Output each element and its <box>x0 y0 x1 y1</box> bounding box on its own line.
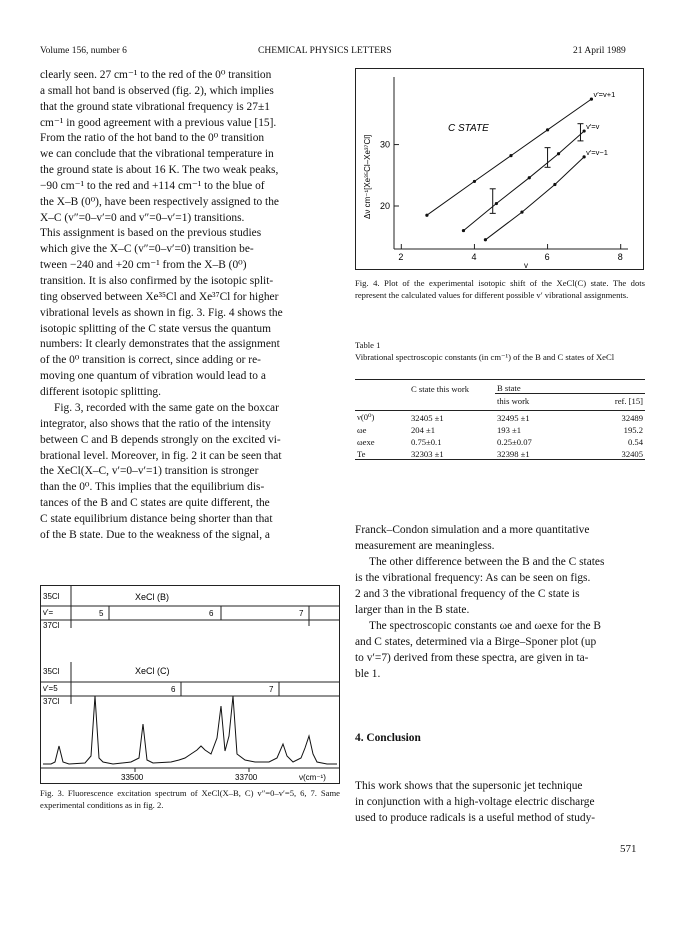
text-line: Fig. 3, recorded with the same gate on the boxcar <box>54 402 279 414</box>
table-row <box>355 447 645 460</box>
fig3-iso35-bot: 35Cl <box>43 667 60 676</box>
right-paragraph-3 <box>355 619 645 682</box>
fig4-series-dot <box>473 180 476 183</box>
text-line: The other difference between the B and the C states <box>369 556 605 568</box>
text-line: −90 cm⁻¹ to the red and +114 cm⁻¹ to the blue of <box>40 179 265 192</box>
fig4-y-tick-label: 30 <box>380 139 391 150</box>
text-line: integrator, also shows that the ratio of the intensity <box>40 417 271 430</box>
table-cell: 193 ±1 <box>497 425 522 435</box>
fig4-xlabel: v <box>524 261 528 269</box>
left-paragraph-1 <box>40 68 340 401</box>
table-caption: Vibrational spectroscopic constants (in cm⁻¹) of the B and C states of XeCl <box>355 352 615 362</box>
text-line: measurement are meaningless. <box>355 539 495 552</box>
table-cell: 32303 ±1 <box>409 447 495 460</box>
fig3-b-panel <box>41 586 339 630</box>
table-cell: 32398 ±1 <box>495 447 577 460</box>
text-line: that the ground state vibrational frequency is 27±1 <box>40 100 270 113</box>
fig3-b-level-5: 5 <box>99 609 104 618</box>
text-line: X–C (v″=0–v′=0 and v″=0–v′=1) transitions. <box>40 211 245 224</box>
conclusion-paragraph <box>355 779 645 827</box>
fig3-spectrum <box>41 586 339 783</box>
table-row <box>355 411 645 424</box>
table-cell: 204 ±1 <box>411 425 436 435</box>
text-line: The spectroscopic constants ωe and ωexe for the B <box>369 620 601 632</box>
text-line: we can conclude that the vibrational temperature in <box>40 148 274 161</box>
fig3-vp-top: v'= <box>43 608 54 617</box>
fig4-series-line <box>427 99 592 215</box>
fig4-series-dot <box>546 128 549 131</box>
fig4-y-tick-label: 20 <box>380 201 391 211</box>
table-cell: 195.2 <box>623 425 643 435</box>
table-1 <box>355 381 645 460</box>
text-line: which give the X–C (v″=0–v′=0) transition be- <box>40 243 254 256</box>
fig3-iso37-top: 37Cl <box>43 621 60 630</box>
fig4-series-dot <box>557 152 560 155</box>
text-line: isotopic splitting of the C state versus the quantum <box>40 322 271 335</box>
text-line: a small hot band is observed (fig. 2), which implies <box>40 84 274 97</box>
text-line: transition. It is also confirmed by the isotopic split- <box>40 274 274 287</box>
table-row <box>355 435 645 447</box>
fig4-series-dot <box>528 176 531 179</box>
fig3-xtick-33500: 33500 <box>121 773 144 782</box>
table-col-b: B state <box>497 383 521 393</box>
fig3-c-level-6: 6 <box>171 685 176 694</box>
text-line: the X–B (0⁰), have been respectively assigned to the <box>40 195 279 208</box>
text-line: brational level. Moreover, in fig. 2 it can be seen that <box>40 449 282 462</box>
text-line: C state equilibrium distance being shorter than that <box>40 512 273 525</box>
fig3-b-level-7: 7 <box>299 609 304 618</box>
fig4-series-dot <box>509 154 512 157</box>
text-line: and C states, determined via a Birge–Sponer plot (up <box>355 635 597 648</box>
text-line: 2 and 3 the vibrational frequency of the C state is <box>355 587 580 600</box>
table-title: Table 1 <box>355 340 381 350</box>
fig4-ylabel: Δν cm⁻¹[Xe³⁵Cl–Xe³⁷Cl] <box>363 134 372 219</box>
fig4-series-label: v′=v <box>586 122 600 132</box>
fig4-series-dot <box>553 183 556 186</box>
text-line: ting observed between Xe³⁵Cl and Xe³⁷Cl for higher <box>40 290 279 303</box>
fig3-iso35-top: 35Cl <box>43 592 60 601</box>
right-paragraph-2 <box>355 555 645 618</box>
text-line: Franck–Condon simulation and a more quantitative <box>355 524 590 536</box>
page-number: 571 <box>620 843 637 855</box>
fig4-x-tick-label: 8 <box>617 252 623 262</box>
fig4-series-dot <box>462 229 465 232</box>
fig4-series-label: v′=v−1 <box>586 147 608 157</box>
fig4-x-tick-label: 6 <box>544 252 550 262</box>
figure-4 <box>355 68 644 270</box>
text-line: of the 0⁰ transition is correct, since adding or re- <box>40 354 261 367</box>
text-line: different isotopic splitting. <box>40 385 161 398</box>
fig4-series-dot <box>484 238 487 241</box>
table-cell: ωe <box>357 425 367 435</box>
fig4-series-line <box>485 157 584 240</box>
text-line: ble 1. <box>355 667 381 680</box>
text-line: in conjunction with a high-voltage electric discharge <box>355 795 595 808</box>
table-cell: 32405 <box>577 447 645 460</box>
table-cell: ωexe <box>357 437 375 447</box>
fig4-chart <box>356 69 643 269</box>
text-line: larger than in the B state. <box>355 603 470 616</box>
figure-3 <box>40 585 340 784</box>
fig3-b-level-6: 6 <box>209 609 214 618</box>
text-line: between C and B depends strongly on the excited vi- <box>40 433 281 446</box>
fig3-x-unit: ν(cm⁻¹) <box>299 773 326 782</box>
text-line: the XeCl(X–C, v′=0–v′=1) transition is stronger <box>40 465 259 478</box>
text-line: the ground state is about 16 K. The two weak peaks, <box>40 164 279 177</box>
text-line: This work shows that the supersonic jet technique <box>355 780 583 792</box>
fig3-b-label: XeCl (B) <box>135 592 170 602</box>
fig3-c-level-7: 7 <box>269 685 274 694</box>
table-cell: 32495 ±1 <box>497 413 530 423</box>
text-line: is the vibrational frequency: As can be seen on figs. <box>355 571 591 584</box>
table-col-c: C state this work <box>411 383 470 394</box>
fig4-series-label: v′=v+1 <box>593 90 616 100</box>
fig3-iso37-bot: 37Cl <box>43 697 60 706</box>
table-cell: Te <box>355 447 409 460</box>
text-line: From the ratio of the hot band to the 0⁰ transition <box>40 132 265 145</box>
fig4-state-label: C STATE <box>448 123 489 134</box>
journal-name: CHEMICAL PHYSICS LETTERS <box>258 46 392 56</box>
figure-3-caption: Fig. 3. Fluorescence excitation spectrum of XeCl(X–B, C) v″=0–v′=5, 6, 7. Same experimental conditions as in fig. 2. <box>40 788 340 810</box>
table-cell: 32405 ±1 <box>411 413 444 423</box>
fig4-series-dot <box>520 211 523 214</box>
fig3-c-label: XeCl (C) <box>135 666 170 676</box>
figure-4-caption: Fig. 4. Plot of the experimental isotopic shift of the XeCl(C) state. The dots represent the calculated values for different possible v′ vibrational assignments. <box>355 278 645 300</box>
table-cell: 0.54 <box>627 437 643 447</box>
text-line: used to produce radicals is a useful method of study- <box>355 811 596 824</box>
table-cell: 0.75±0.1 <box>411 437 442 447</box>
fig4-x-tick-label: 2 <box>398 252 404 262</box>
text-line: tances of the B and C states are quite different, the <box>40 497 270 510</box>
text-line: clearly seen. 27 cm⁻¹ to the red of the 0⁰ transition <box>40 69 272 81</box>
text-line: than the 0⁰. This implies that the equilibrium dis- <box>40 481 265 494</box>
table-cell: 0.25±0.07 <box>497 437 532 447</box>
issue-date: 21 April 1989 <box>573 46 626 56</box>
text-line: tween −240 and +20 cm⁻¹ from the X–B (0⁰) <box>40 259 247 272</box>
fig4-series-dot <box>425 214 428 217</box>
fig3-c-panel <box>41 662 339 706</box>
table-cell: ν(0⁰) <box>357 412 375 422</box>
table-row <box>355 423 645 435</box>
table-col-b-sub2: ref. [15] <box>577 394 645 407</box>
fig3-trace <box>43 696 337 764</box>
text-line: This assignment is based on the previous studies <box>40 227 262 240</box>
volume-number: Volume 156, number 6 <box>40 46 127 56</box>
text-line: vibrational levels as shown in fig. 3. Fig. 4 shows the <box>40 306 283 319</box>
right-paragraph-1 <box>355 523 645 555</box>
fig4-series-dot <box>495 202 498 205</box>
table-col-b-sub1: this work <box>495 394 577 407</box>
text-line: numbers: It clearly demonstrates that the assignment <box>40 338 280 351</box>
fig3-xtick-33700: 33700 <box>235 773 258 782</box>
text-line: moving one quantum of vibration would lead to a <box>40 370 266 383</box>
fig3-vp-bot: v'=5 <box>43 684 58 693</box>
fig4-x-tick-label: 4 <box>471 252 477 262</box>
table-cell: 32489 <box>621 413 643 423</box>
text-line: cm⁻¹ in good agreement with a previous value [15]. <box>40 116 277 129</box>
text-line: to v′=7) derived from these spectra, are given in ta- <box>355 651 589 664</box>
text-line: of the B state. Due to the weakness of the signal, a <box>40 528 270 541</box>
left-paragraph-2 <box>40 401 340 544</box>
section-heading-conclusion: 4. Conclusion <box>355 732 421 744</box>
